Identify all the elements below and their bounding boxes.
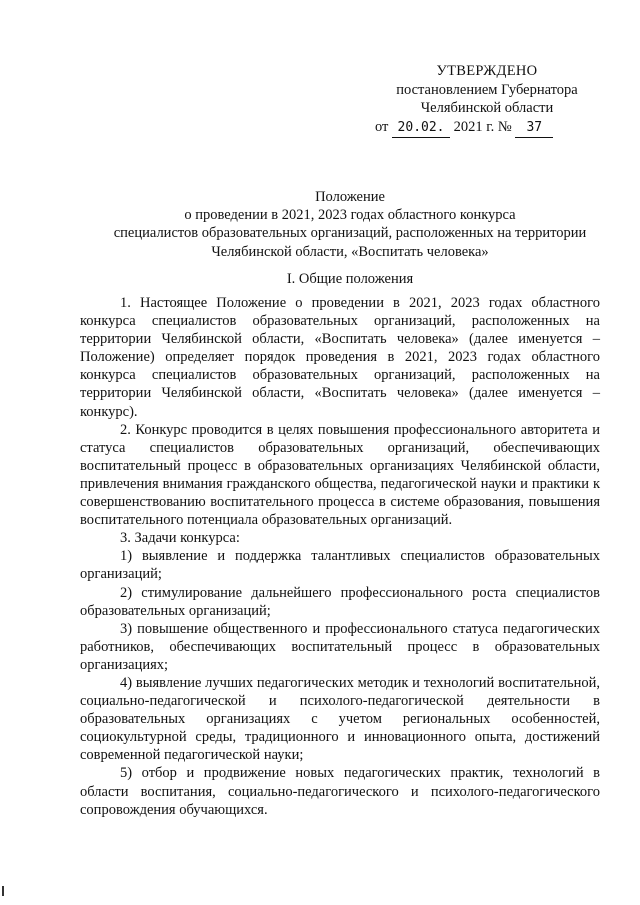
document-title xyxy=(70,188,630,261)
paragraph: 3) повышение общественного и профессионального статуса педагогических работников, обеспечивающих воспитательный процесс в образовательных организациях; xyxy=(80,620,600,673)
document-body xyxy=(80,294,600,819)
approval-line-1: постановлением Губернатора xyxy=(396,81,578,98)
paragraph: 1) выявление и поддержка талантливых специалистов образовательных организаций; xyxy=(80,548,600,583)
title-line-2: о проведении в 2021, 2023 годах областного конкурса xyxy=(184,207,516,224)
year-and-number-label: 2021 г. № xyxy=(453,118,512,135)
approval-heading: УТВЕРЖДЕНО xyxy=(436,63,538,79)
title-line-4: Челябинской области, «Воспитать человека» xyxy=(211,243,489,260)
paragraph: 1. Настоящее Положение о проведении в 2021, 2023 годах областного конкурса специалистов образовательных организаций, расположенных на территории Челябинской области, «Воспитать человека» (далее именуется – Положение) определяет порядок проведения в 2021, 2023 годах областного конкурса специалистов образовательных организаций, расположенных на территории Челябинской области, «Воспитать человека» (далее именуется – конкурс). xyxy=(80,295,600,420)
paragraph: 3. Задачи конкурса: xyxy=(120,530,240,547)
handwritten-number: 37 xyxy=(515,119,553,139)
paragraph: 4) выявление лучших педагогических методик и технологий воспитательной, социально-педагогической и психолого-педагогической деятельности в образовательных организациях с учетом региональных особенностей, социокультурной среды, традиционного и инновационного опыта, достижений современной педагогической науки; xyxy=(80,674,600,764)
approval-date-line xyxy=(372,118,602,139)
paragraph: 2) стимулирование дальнейшего профессионального роста специалистов образовательных организаций; xyxy=(80,584,600,619)
paragraph: 2. Конкурс проводится в целях повышения профессионального авторитета и статуса специалистов образовательных организаций, обеспечивающих воспитательный процесс в образовательных организациях Челябинской области, привлечения внимания гражданского общества, педагогической науки и практики к совершенствованию воспитательного процесса в системе образования, повышения воспитательного потенциала образовательных организаций. xyxy=(80,421,600,529)
approval-line-2: Челябинской области xyxy=(420,100,554,116)
paragraph: 5) отбор и продвижение новых педагогических практик, технологий в области воспитания, социально-педагогического и психолого-педагогического сопровождения обучающихся. xyxy=(80,765,600,818)
section-heading: I. Общие положения xyxy=(286,271,414,287)
title-line-1: Положение xyxy=(315,189,385,205)
title-line-3: специалистов образовательных организаций, расположенных на территории xyxy=(113,225,587,242)
scan-artifact xyxy=(2,886,4,896)
date-prefix: от xyxy=(375,118,389,135)
handwritten-date: 20.02. xyxy=(392,119,450,139)
approval-block xyxy=(372,62,602,138)
